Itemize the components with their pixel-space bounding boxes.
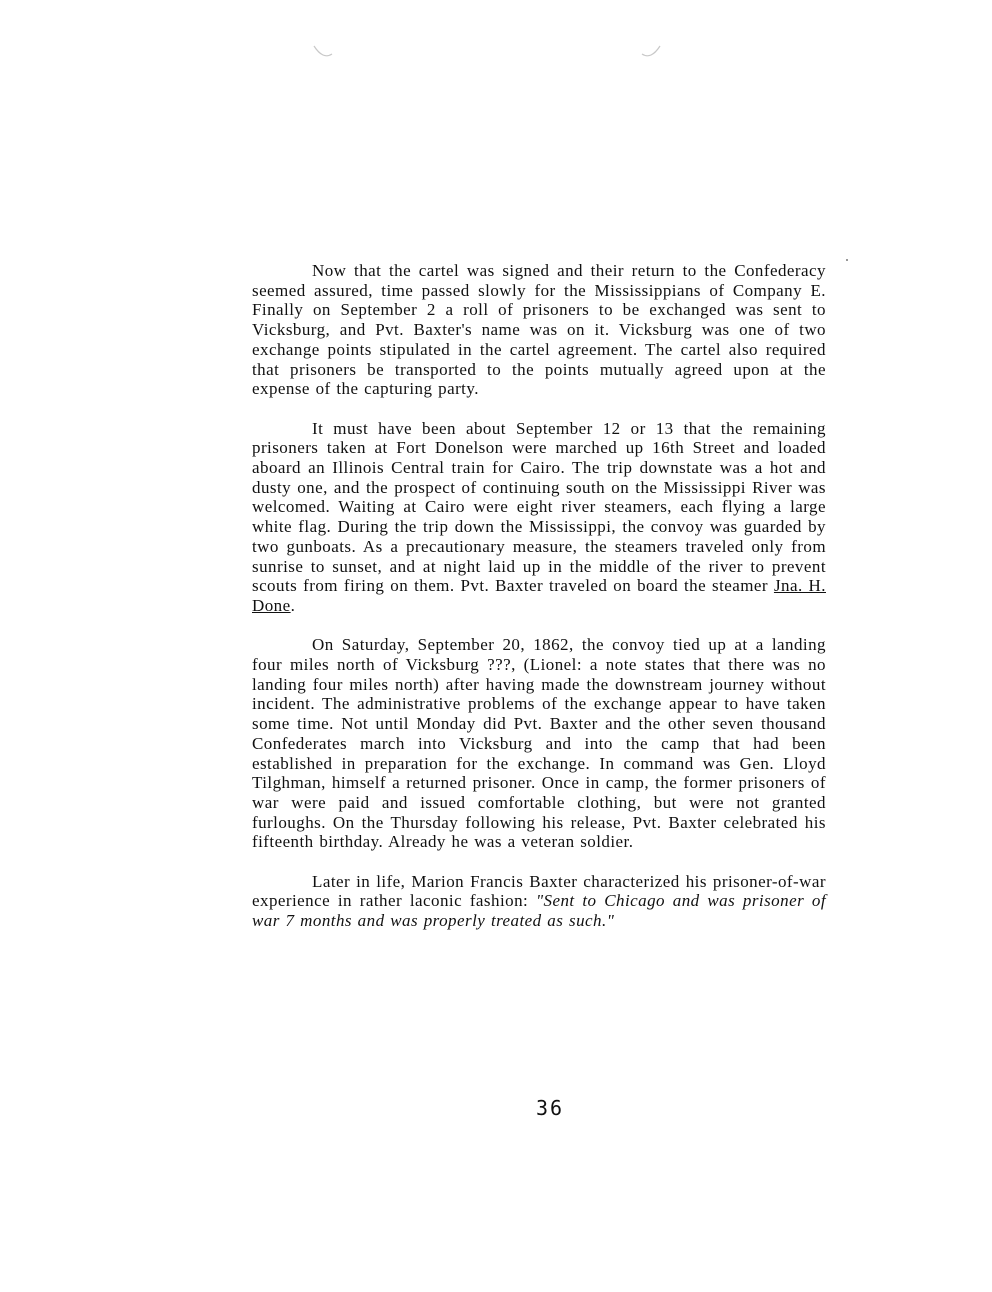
baxter-quote: "Sent to Chicago and was prisoner of war 7 months and was properly treated as such.": [252, 891, 827, 931]
paragraph-journey-to-cairo: [252, 419, 826, 616]
steamer-name: Jna. H. Done: [252, 576, 826, 615]
page-number: 36: [535, 1096, 565, 1120]
paragraph-text: Now that the cartel was signed and their return to the Confederacy seemed assured, time passed slowly for the Mississippians of Company E. Finally on September 2 a roll of prisoners to be exchanged was sent to Vicksburg, and Pvt. Baxter's name was on it. Vicksburg was one of two exchange points stipulated in the cartel agreement. The cartel also required that prisoners be transported to the points mutually agreed upon at the expense of the capturing party.: [252, 261, 826, 399]
paragraph-text: Later in life, Marion Francis Baxter characterized his prisoner-of-war experience in rather laconic fashion:: [252, 871, 826, 911]
hole-punch-mark-right: [640, 44, 662, 60]
paragraph-cartel-signed: [252, 261, 826, 399]
paragraph-text: It must have been about September 12 or 13 that the remaining prisoners taken at Fort Donelson were marched up 16th Street and loaded aboard an Illinois Central train for Cairo. The trip downstate was a hot and dusty one, and the prospect of continuing south on the Mississippi River was welcomed. Waiting at Cairo were eight river steamers, each flying a large white flag. During the trip down the Mississippi, the convoy was guarded by two gunboats. As a precautionary measure, the steamers traveled only from sunrise to sunset, and at night laid up in the middle of the river to prevent scouts from firing on them. Pvt. Baxter traveled on board the steamer: [252, 418, 826, 596]
paragraph-later-in-life: [252, 872, 826, 931]
paragraph-text: On Saturday, September 20, 1862, the convoy tied up at a landing four miles north of Vicksburg ???, (Lionel: a note states that there was no landing four miles north) after having made the downstream journey without incident. The administrative problems of the exchange appear to have taken some time. Not until Monday did Pvt. Baxter and the other seven thousand Confederates march into Vicksburg and into the camp that had been established in preparation for the exchange. In command was Gen. Lloyd Tilghman, himself a returned prisoner. Once in camp, the former prisoners of war were paid and issued comfortable clothing, but were not granted furloughs. On the Thursday following his release, Pvt. Baxter celebrated his fifteenth birthday. Already he was a veteran soldier.: [252, 635, 826, 852]
scan-speck: [846, 259, 848, 261]
paragraph-text: .: [290, 595, 296, 615]
hole-punch-mark-left: [312, 44, 334, 60]
paragraph-arrival-vicksburg: [252, 635, 826, 852]
body-text: [252, 261, 826, 931]
